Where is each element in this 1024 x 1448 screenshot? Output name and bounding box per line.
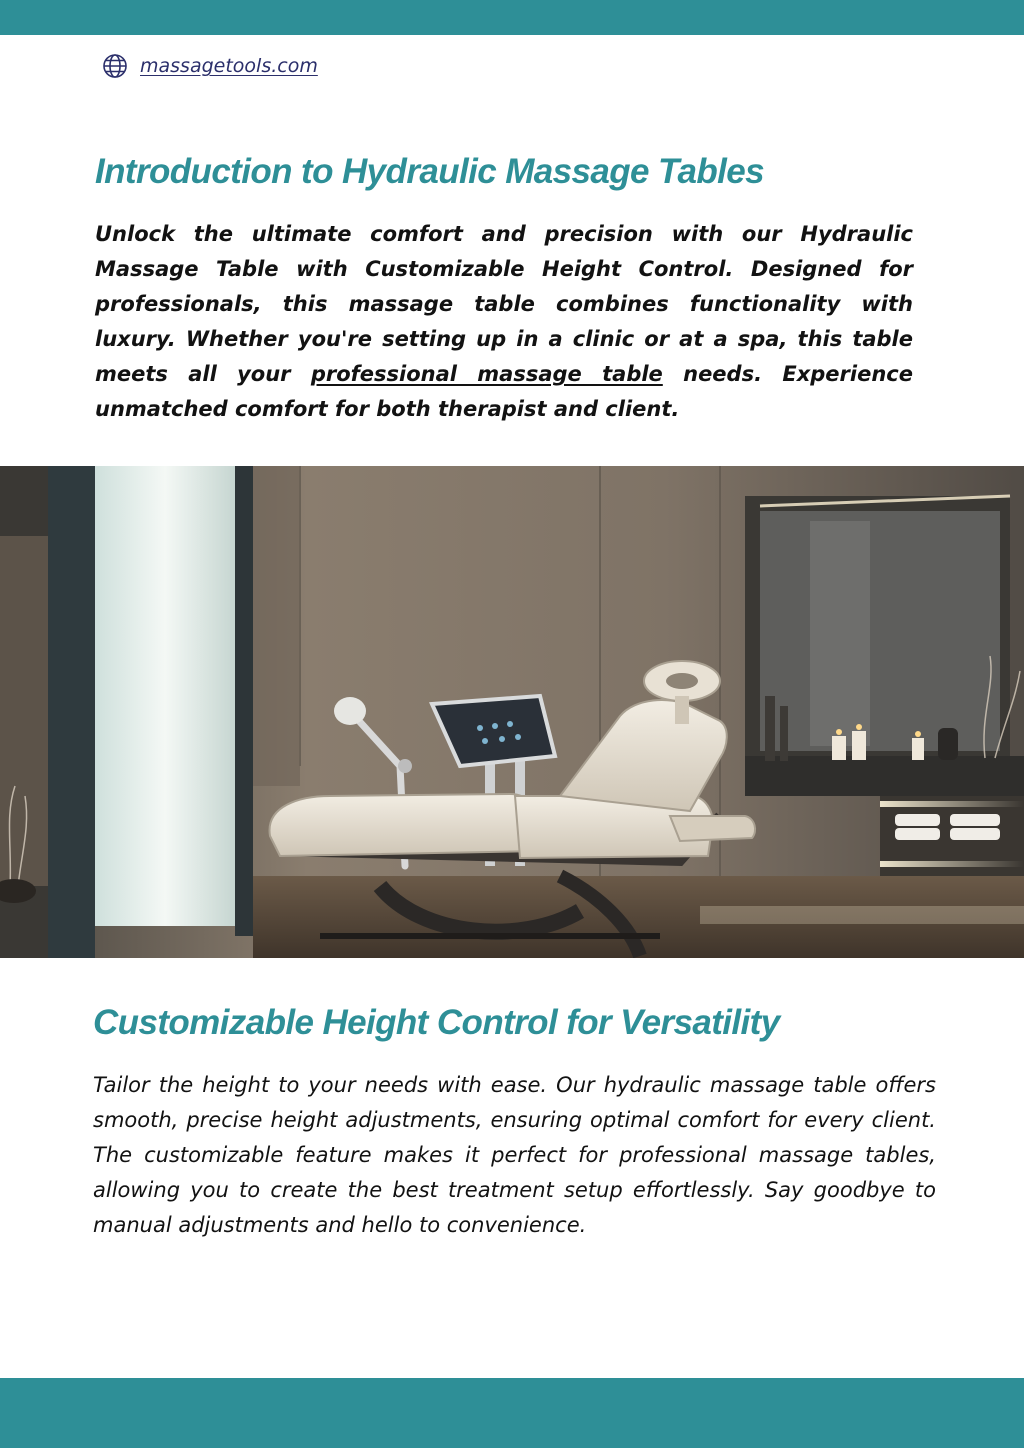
globe-icon — [102, 53, 128, 79]
top-accent-bar — [0, 0, 1024, 35]
section-title-height-control: Customizable Height Control for Versatility — [93, 1003, 780, 1042]
bottom-accent-bar — [0, 1378, 1024, 1448]
height-control-paragraph: Tailor the height to your needs with ease. Our hydraulic massage table offers smooth, precise height adjustments, ensuring optimal comfort for every client. The customizable feature makes it perfect for professional massage tables, allowing you to create the best treatment setup effortlessly. Say goodbye to manual adjustments and hello to convenience. — [93, 1073, 936, 1237]
intro-paragraph — [95, 217, 913, 427]
hero-image — [0, 466, 1024, 958]
site-link[interactable] — [102, 52, 318, 80]
section-title-introduction: Introduction to Hydraulic Massage Tables — [95, 152, 764, 191]
intro-text-before: Unlock the ultimate comfort and precision with our Hydraulic Massage Table with Customizable Height Control. Designed for professionals, this massage table combines functionality with luxury. Whether you're setting up in a clinic or at a spa, this table meets all your — [95, 222, 913, 386]
site-url[interactable]: massagetools.com — [140, 55, 318, 77]
professional-massage-table-link[interactable]: professional massage table — [310, 362, 663, 386]
intro-text-after: needs. Experience unmatched comfort for both therapist and client. — [95, 362, 913, 421]
